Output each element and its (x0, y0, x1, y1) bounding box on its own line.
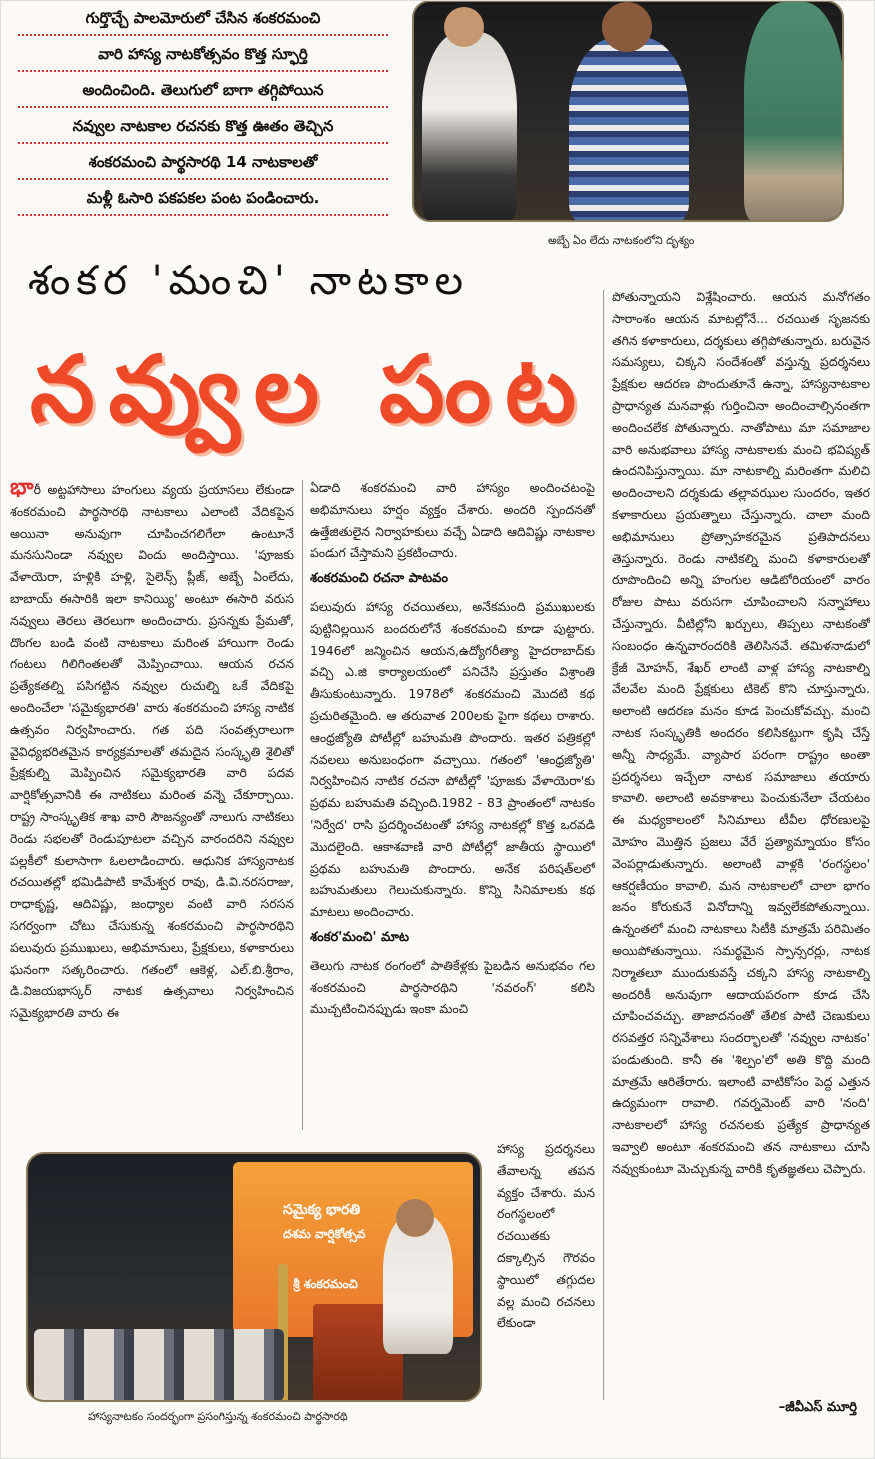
photo-top-caption: అబ్బే ఏం లేదు నాటకంలోని దృశ్యం (548, 234, 695, 247)
subhead-shankara-manchi-mata: శంకర'మంచి' మాట (310, 929, 409, 945)
dropcap: భా (10, 477, 34, 500)
stage-scene-photo (412, 0, 844, 222)
column-2-para-3: తెలుగు నాటక రంగంలో పాతికేళ్లకు పైబడిన అనుభవం గల శంకరమంచి పార్థసారథిని 'నవరంగ్' కలిసి ముచ్చటించినప్పుడు ఇంకా మంచి (310, 957, 595, 1017)
column-1-text: రీ అట్టహాసాలు హంగులు వ్యయ ప్రయాసలు లేకుండా శంకరమంచి పార్థసారథి నాటకాలు ఎలాంటి వేదికపైన అయినా అనువుగా చూపించగలిగేలా ఉంటూనే మనసునిండా నవ్వుల విందు అందిస్తాయి. 'పూజకు వేళాయెరా, హళ్లికి హళ్లి, సైలెన్స్ ప్లీజ్, అబ్బే ఏంలేదు, బాబాయ్ ఈసారికి ఇలా కానియ్యి' అంటూ ఈసారి వరుస నవ్వులు తెరలు తెరలుగా అందించారు. ప్రసన్నకు ప్రేమతో, దొంగల బండి వంటి నాటకాలు మరింత హాయిగా రెండు గంటలు గిలిగింతలతో మెప్పించాయి. ఆయన రచన ప్రత్యేకతల్ని పసిగట్టిన నవ్వుల రుచుల్ని ఒకే వేదికపై అందించేలా 'సమైక్యభారతి' వారు శంకరమంచి హాస్య నాటిక ఉత్సవం నిర్వహించారు. గత పది సంవత్సరాలుగా వైవిధ్యభరితమైన కార్యక్రమాలతో తమదైన సంస్కృతి శైలితో ప్రేక్షకుల్ని మెప్పించిన సమైక్యభారతి వారి పదవ వార్షికోత్సవానికి ఈ నాటికలు మరింత వన్నె చేకూర్చాయి. రాష్ట్ర సాంస్కృతిక శాఖ వారి సౌజన్యంతో నాలుగు నాటికలు రెండు సభలతో రెండుపూటలా వచ్చిన వారందరిని నవ్వుల పల్లకీలో కులాసాగా ఓలలాడించారు. ఆధునిక హాస్యనాటక రచయితల్లో భమిడిపాటి కామేశ్వర రావు, డి.వి.నరసరాజు, రాధాకృష్ణ, ఆదివిష్ణు, జంధ్యాల వంటి వారి సరసన సగర్వంగా చోటు చేసుకున్న శంకరమంచి పార్థసారథిని పలువురు ప్రముఖులు, అభిమానులు, ప్రేక్షకులు, కళాకారులు ఘనంగా సత్కరించారు. గతంలో ఆకెళ్ల, ఎల్.బి.శ్రీరాం, డి.విజయభాస్కర్ నాటక ఉత్సవాలు నిర్వహించిన సమైక్యభారతి వారు ఈ (10, 482, 294, 1021)
photo-bottom-caption: హాస్యనాటకం సందర్భంగా ప్రసంగిస్తున్న శంకరమంచి పార్థసారథి (88, 1410, 348, 1423)
headline-main: నవ్వుల పంట (30, 336, 591, 443)
intro-line: నవ్వుల నాటకాల రచనకు కొత్త ఊతం తెచ్చిన (18, 108, 388, 144)
banner-text: శ్రీ శంకరమంచి (293, 1277, 358, 1291)
column-2-para-2: పలువురు హాస్య రచయితలు, అనేకమంది ప్రముఖులకు పుట్టినిల్లయిన బందరులోనే శంకరమంచి కూడా పుట్టారు. 1946లో జన్మించిన ఆయన,ఉద్యోగరీత్యా హైదరాబాద్‌కు వచ్చి ఎ.జి కార్యాలయంలో పనిచేసి ప్రస్తుతం విశ్రాంతి తీసుకుంటున్నారు. 1978లో శంకరమంచి మొదటి కథ ప్రచురితమైంది. ఆ తరువాత 200లకు పైగా కథలు రాశారు. ఆంధ్రజ్యోతి పోటీల్లో బహుమతి పొందారు. ఇతర పత్రికల్లో నవలలు అనుబంధంగా వచ్చాయి. గతంలో 'ఆంధ్రజ్యోతి' నిర్వహించిన నాటిక రచనా పోటీల్లో 'పూజకు వేళాయెరా'కు ప్రథమ బహుమతి వచ్చింది.1982 - 83 ప్రాంతంలో నాటకం 'నిర్వేద' రాసి ప్రదర్శించటంతో హాస్య నాటకల్లో కొత్త ఒరవడి మొదలైంది. ఆకాశవాణి వారి పోటీల్లో జాతీయ స్థాయిలో ప్రథమ బహుమతి పొందారు. అనేక పరిషత్‌లలో బహుమతులు గెలుచుకున్నారు. కొన్ని సినిమాలకు కథ మాటలు అందించారు. (310, 598, 595, 920)
column-divider (302, 480, 303, 1130)
actor-figure-right (744, 2, 844, 222)
audience-row (34, 1329, 284, 1401)
headline-kicker: శంకర 'మంచి' నాటకాల (28, 258, 470, 304)
actor-face-left (444, 7, 484, 47)
actor-face-center (602, 2, 652, 52)
article-column-2 (310, 477, 595, 1137)
intro-line: గుర్తొచ్చే పాలమోరులో చేసిన శంకరమంచి (18, 0, 388, 36)
intro-line: మళ్లీ ఓసారి పకపకల పంట పండించారు. (18, 180, 388, 216)
author-byline: –జీవీఎస్ మూర్తి (778, 1400, 857, 1415)
intro-line: శంకరమంచి పార్థసారథి 14 నాటకాలతో (18, 144, 388, 180)
intro-block (18, 0, 388, 235)
column-2-para-3-continued: హాస్య ప్రదర్శనలు తేవాలన్న తపన వ్యక్తం చేశారు. మన రంగస్థలంలో రచయితకు దక్కాల్సిన గౌరవం స్థాయిలో తగ్గుదల వల్ల మంచి రచనలు లేకుండా (497, 1141, 595, 1331)
speaker-face (396, 1199, 434, 1237)
article-column-1 (10, 477, 294, 1122)
actor-figure-left (422, 32, 517, 222)
intro-line: వారి హాస్య నాటకోత్సవం కొత్త స్ఫూర్తి (18, 36, 388, 72)
article-column-2-continued (497, 1138, 595, 1428)
column-2-para-1: ఏడాది శంకరమంచి వారి హాస్యం అందించటంపై అభిమానులు హర్షం వ్యక్తం చేశారు. అందరి స్పందనతో ఉత్తేజితులైన నిర్వాహకులు వచ్చే ఏడాది ఆదివిష్ణు నాటకాల పండుగ చేస్తామని ప్రకటించారు. (310, 480, 595, 561)
column-divider (603, 290, 604, 1400)
subhead-writing-skill: శంకరమంచి రచనా పాటవం (310, 571, 448, 587)
actor-figure-center (569, 37, 689, 222)
article-column-3 (612, 286, 870, 1396)
banner-text: సమైక్య భారతి (283, 1202, 361, 1218)
column-3-text: పోతున్నాయని విశ్లేషించారు. ఆయన మనోగతం సారాంశం ఆయన మాటల్లోనే... రచయిత సృజనకు తగిన కళాకారులు, దర్శకులు తగ్గిపోతున్నారు. బరువైన సమస్యలు, చిక్కని సందేశంతో వస్తున్న ప్రదర్శనలు ప్రేక్షకుల ఆదరణ పొందుతూనే ఉన్నా, హాస్యనాటకాల ప్రాధాన్యత మనవాళ్లు గుర్తించినా అందించాల్సినంతగా అందించలేక పోతున్నారు. నాతోపాటు మా సమాజాల వారి అనుభవాలు హాస్య నాటకాలకు మంచి భవిష్యత్ ఉందనిపిస్తున్నాయి. మా నాటకాల్ని మరింతగా మలిచి అందించాలని దర్శకుడు తల్లావఝుల సుందరం, ఇతర కళాకారులు ప్రయత్నాలు చేస్తున్నారు. చాలా మంది అభిమానులు ప్రోత్సాహకరమైన ప్రతిపాదనలు తెస్తున్నారు. రెండు నాటికల్ని మంచి కళాకారులతో రూపొందించి అన్ని హంగుల ఆడిటోరియంలో వారం రోజుల పాటు వరుసగా చూపించాలని సన్నాహాలు చేస్తున్నారు. వీటిల్లోని ఖర్చులు, తిప్పలు నాటకంతో సంబంధం ఉన్నవారందరికి తెలిసినవే. తమిళనాడులో క్రేజీ మోహన్, శేఖర్ లాంటి వాళ్ల హాస్య నాటకాల్ని వేలవేల మంది ప్రేక్షకులు టికెట్ కొని చూస్తున్నారు. అలాంటి ఆదరణ మనం కూడ పెంచుకోవచ్చు. మంచి నాటక సంస్కృతికి అందరం కలిసికట్టుగా కృషి చేస్తే అన్నీ సాధ్యమే. వ్యాపార పరంగా రాష్ట్రం అంతా ప్రదర్శనలు ఇచ్చేలా నాటక సమాజాలు తయారు కావాలి. అలాంటి అవకాశాలు పెంచుకునేలా చేయటం ఈ మధ్యకాలంలో సినిమాలు టీవీల ధోరణులపై మోహం మొత్తిన ప్రజలు వేరే ప్రత్యామ్నాయం కోసం వెంపర్లాడుతున్నారు. అలాంటి వాళ్లకి 'రంగస్థలం' ఆకర్షణీయం కావాలి. మన నాటకాలలో చాలా భాగం జనం కోరుకునే వినోదాన్ని ఇవ్వలేకపోతున్నాయి. ఉన్నంతలో మంచి నాటకాలు సిటీకి మాత్రమే పరిమితం అయిపోతున్నాయి. సమర్థమైన స్పాన్సరర్లు, నాటక నిర్మాతలూ ముందుకువస్తే చక్కని హాస్య నాటకాల్ని అందరికీ అనువుగా ఆదాయపరంగా కూడ చేసి చూపించవచ్చు. తాజాదనంతో తేలిక పాటి చెణుకులు రసవత్తర సన్నివేశాలు సందర్భాలతో 'నవ్వుల నాటకం' పండుతుంది. కానీ ఈ 'శిల్పం'లో అతి కొద్ది మంది మాత్రమే ఆరితేరారు. ఇలాంటి వాటికోసం పెద్ద ఎత్తున ఉద్యమంగా రావాలి. గవర్నమెంట్ వారి 'నంది' నాటకాలలో హాస్య రచనలకు ప్రత్యేక ప్రాధాన్యత ఇవ్వాలి అంటూ శంకరమంచి తన నాటకాలు చూసి నవ్వుకుంటూ మెచ్చుకున్న వారికి కృతజ్ఞతలు చెప్పారు. (612, 289, 870, 1176)
intro-line: అందించింది. తెలుగులో బాగా తగ్గిపోయిన (18, 72, 388, 108)
speech-event-photo (26, 1152, 482, 1402)
banner-text: దశమ వార్షికోత్సవ (283, 1227, 366, 1241)
